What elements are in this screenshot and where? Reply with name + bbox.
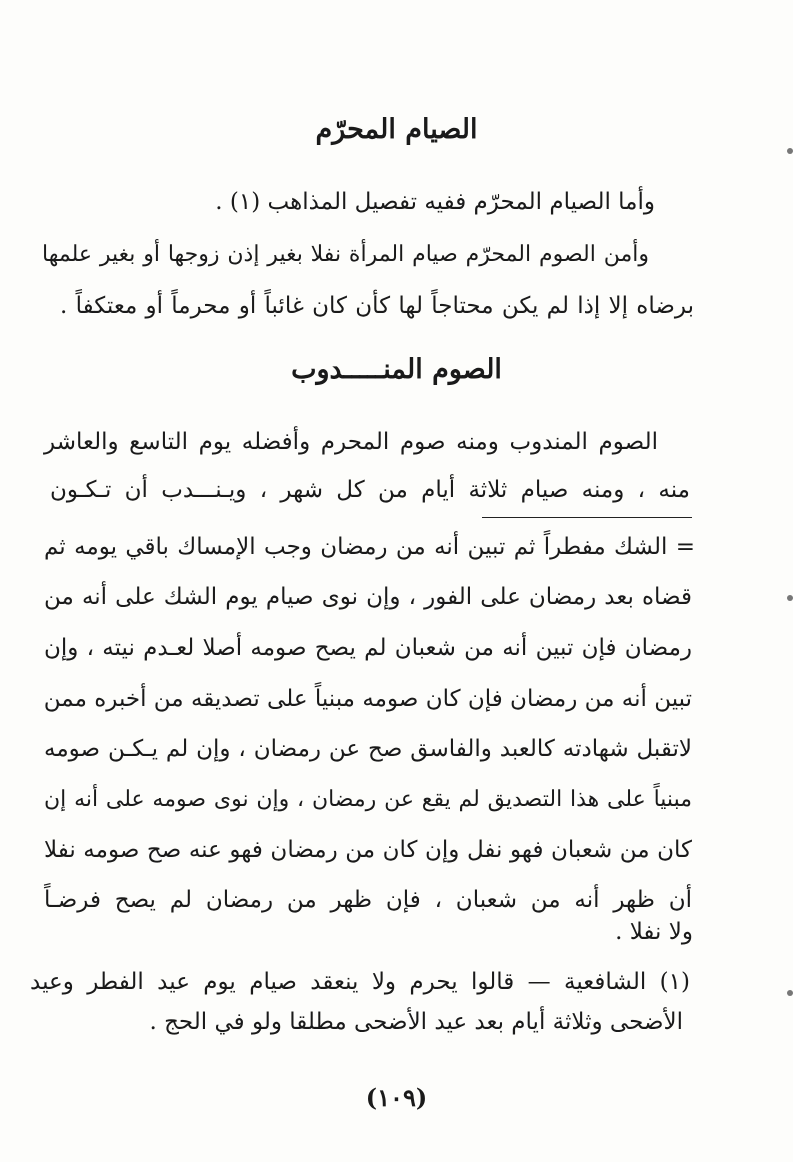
- footnote-line: الأضحى وثلاثة أيام بعد عيد الأضحى مطلقا ولو في الحج .: [149, 1009, 683, 1035]
- footnote-line: مبنياً على هذا التصديق لم يقع عن رمضان ، وإن نوى صومه على أنه إن: [44, 787, 692, 812]
- scan-speck: [787, 595, 793, 601]
- scan-speck: [787, 990, 793, 996]
- footnote-line: (١) الشافعية — قالوا يحرم ولا ينعقد صيام يوم عيد الفطر وعيد: [30, 969, 690, 995]
- footnote-line: أن ظهر أنه من شعبان ، فإن ظهر من رمضان لم يصح فرضـاً: [44, 887, 692, 913]
- paragraph-line: الصوم المندوب ومنه صوم المحرم وأفضله يوم التاسع والعاشر: [44, 429, 658, 455]
- footnote-line: تبين أنه من رمضان فإن كان صومه مبنياً على تصديقه من أخبره ممن: [43, 686, 692, 712]
- footnote-line: قضاه بعد رمضان على الفور ، وإن نوى صيام يوم الشك على أنه من: [44, 584, 692, 610]
- footnote-line: رمضان فإن تبين أنه من شعبان لم يصح صومه أصلا لعـدم نيته ، وإن: [44, 635, 692, 661]
- paragraph-line: منه ، ومنه صيام ثلاثة أيام من كل شهر ، ويـنـــدب أن تـكـون: [50, 477, 690, 503]
- paragraph-line: وأما الصيام المحرّم ففيه تفصيل المذاهب (١) .: [215, 189, 655, 215]
- footnote-line: = الشك مفطراً ثم تبين أنه من رمضان وجب الإمساك باقي يومه ثم: [44, 534, 695, 560]
- section-title-recommended-fasting: الصوم المنـــــدوب: [291, 354, 502, 385]
- footnote-line: لاتقبل شهادته كالعبد والفاسق صح عن رمضان ، وإن لم يـكـن صومه: [44, 736, 692, 762]
- footnote-separator: [482, 517, 692, 518]
- paragraph-line: وأمن الصوم المحرّم صيام المرأة نفلا بغير إذن زوجها أو بغير علمها: [42, 242, 649, 267]
- footnote-line: كان من شعبان فهو نفل وإن كان من رمضان فهو عنه صح صومه نفلا: [44, 837, 692, 863]
- page-number: (١٠٩): [365, 1083, 428, 1112]
- scan-speck: [787, 148, 793, 154]
- footnote-line: ولا نفلا .: [615, 919, 693, 945]
- section-title-forbidden-fasting: الصيام المحرّم: [315, 114, 478, 145]
- paragraph-line: برضاه إلا إذا لم يكن محتاجاً لها كأن كان غائباً أو محرماً أو معتكفاً .: [60, 293, 694, 319]
